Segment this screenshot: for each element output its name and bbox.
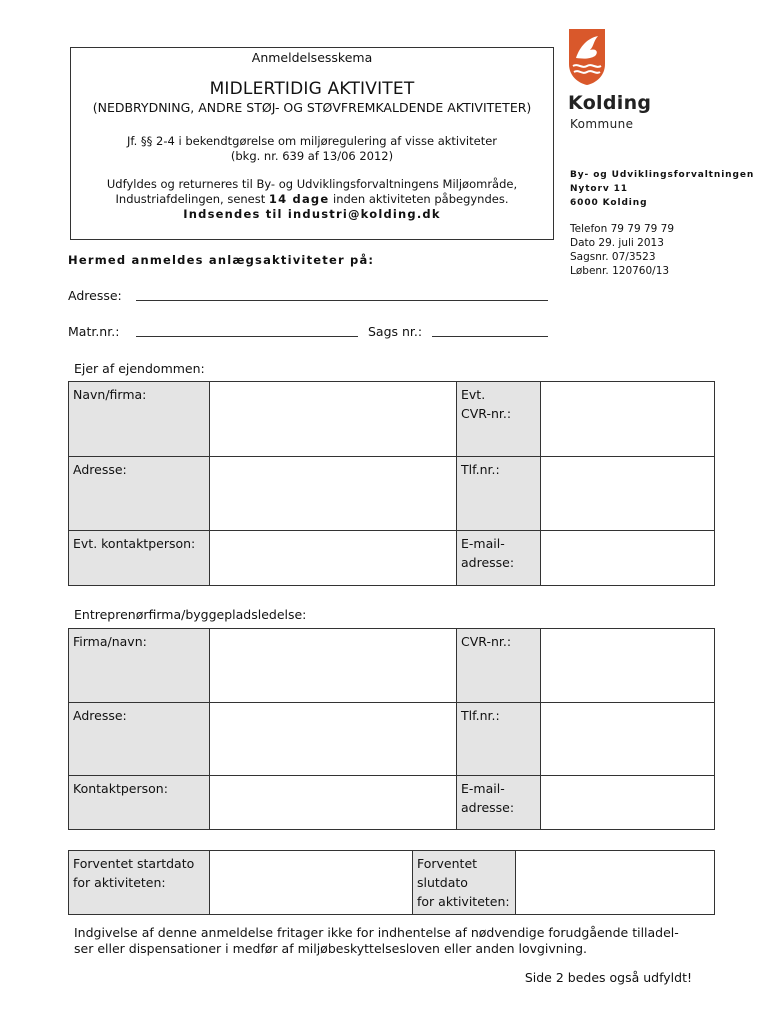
contractor-row-name: [69, 629, 715, 703]
owner-row-contact: [69, 531, 715, 586]
owner-phone-label: [457, 457, 541, 531]
form-type: Anmeldelsesskema: [251, 50, 373, 65]
owner-row-name: [69, 382, 715, 457]
contractor-email-field[interactable]: [541, 776, 715, 830]
end-date-label-l1: Forventet slutdato: [417, 856, 478, 890]
owner-row-address: [69, 457, 715, 531]
instruction-text-end: inden aktiviteten påbegyndes.: [329, 192, 509, 206]
matr-field[interactable]: [136, 336, 358, 337]
end-date-field[interactable]: [516, 851, 715, 915]
contractor-cvr-label-l1: CVR-nr.:: [461, 634, 512, 649]
owner-name-field[interactable]: [210, 382, 457, 457]
owner-contact-field[interactable]: [210, 531, 457, 586]
end-date-label-l2: for aktiviteten:: [417, 894, 510, 909]
owner-phone-label-l1: Tlf.nr.:: [461, 462, 500, 477]
serial-number: Løbenr. 120760/13: [570, 265, 670, 277]
owner-table: [68, 381, 715, 586]
owner-contact-label: Evt. kontaktperson:: [69, 531, 210, 586]
start-date-label-l2: for aktiviteten:: [73, 875, 166, 890]
department-name: By- og Udviklingsforvaltningen: [570, 170, 755, 180]
owner-email-label-l2: adresse:: [461, 555, 515, 570]
submit-email-line: Indsendes til industri@kolding.dk: [183, 207, 441, 221]
contractor-phone-field[interactable]: [541, 703, 715, 776]
contractor-address-field[interactable]: [210, 703, 457, 776]
owner-email-field[interactable]: [541, 531, 715, 586]
owner-cvr-field[interactable]: [541, 382, 715, 457]
dates-row: [69, 851, 715, 915]
address-field[interactable]: [136, 300, 548, 301]
contractor-email-label-l2: adresse:: [461, 800, 515, 815]
contractor-email-label-l1: E-mail-: [461, 781, 505, 796]
contractor-phone-label: [457, 703, 541, 776]
owner-name-label: Navn/firma:: [69, 382, 210, 457]
start-date-label-l1: Forventet startdato: [73, 856, 195, 871]
owner-phone-field[interactable]: [541, 457, 715, 531]
sags-field[interactable]: [432, 336, 548, 337]
form-subtitle: (NEDBRYDNING, ANDRE STØJ- OG STØVFREMKALDENDE AKTIVITETER): [92, 100, 532, 115]
contractor-row-address: [69, 703, 715, 776]
contractor-contact-field[interactable]: [210, 776, 457, 830]
address-label: Adresse:: [68, 288, 122, 303]
dates-table: [68, 850, 715, 915]
page-two-note: Side 2 bedes også udfyldt!: [524, 970, 692, 985]
contractor-name-label: Firma/navn:: [69, 629, 210, 703]
form-title: MIDLERTIDIG AKTIVITET: [209, 79, 415, 99]
phone-number: Telefon 79 79 79 79: [570, 223, 675, 235]
owner-cvr-label-l2: CVR-nr.:: [461, 406, 512, 421]
contractor-table: [68, 628, 715, 830]
owner-email-label-l1: E-mail-: [461, 536, 505, 551]
end-date-label: [413, 851, 516, 915]
instruction-text: Industriafdelingen, senest: [115, 192, 269, 206]
start-date-field[interactable]: [210, 851, 413, 915]
kolding-coat-of-arms-icon: [568, 28, 606, 86]
owner-heading: Ejer af ejendommen:: [74, 361, 205, 376]
regulation-reference-number: (bkg. nr. 639 af 13/06 2012): [230, 149, 394, 163]
matr-label: Matr.nr.:: [68, 324, 120, 339]
brand-subtitle: Kommune: [570, 117, 634, 131]
deadline-days: 14 dage: [268, 192, 330, 206]
department-city: 6000 Kolding: [570, 198, 648, 208]
document-date: Dato 29. juli 2013: [570, 237, 664, 249]
owner-address-label: Adresse:: [69, 457, 210, 531]
contractor-phone-label-l1: Tlf.nr.:: [461, 708, 500, 723]
contractor-email-label: [457, 776, 541, 830]
owner-address-field[interactable]: [210, 457, 457, 531]
header-box: [70, 47, 554, 240]
contractor-cvr-field[interactable]: [541, 629, 715, 703]
contractor-contact-label: Kontaktperson:: [69, 776, 210, 830]
contractor-name-field[interactable]: [210, 629, 457, 703]
disclaimer-line-2: ser eller dispensationer i medfør af miljøbeskyttelsesloven eller anden lovgivning.: [74, 941, 588, 956]
department-street: Nytorv 11: [570, 184, 628, 194]
contractor-address-label: Adresse:: [69, 703, 210, 776]
sags-label: Sags nr.:: [368, 324, 423, 339]
contractor-heading: Entreprenørfirma/byggepladsledelse:: [74, 607, 307, 622]
contractor-cvr-label: [457, 629, 541, 703]
instruction-line-2: [71, 192, 553, 206]
intro-heading: Hermed anmeldes anlægsaktiviteter på:: [68, 253, 375, 267]
owner-cvr-label: [457, 382, 541, 457]
disclaimer-line-1: Indgivelse af denne anmeldelse fritager ikke for indhentelse af nødvendige forudgående tilladel-: [74, 925, 679, 940]
instruction-line-1: Udfyldes og returneres til By- og Udviklingsforvaltningens Miljøområde,: [106, 177, 518, 191]
start-date-label: [69, 851, 210, 915]
contractor-row-contact: [69, 776, 715, 830]
brand-name: Kolding: [568, 92, 652, 114]
regulation-reference: Jf. §§ 2-4 i bekendtgørelse om miljøregulering af visse aktiviteter: [126, 134, 498, 148]
owner-cvr-label-l1: Evt.: [461, 387, 486, 402]
owner-email-label: [457, 531, 541, 586]
case-number: Sagsnr. 07/3523: [570, 251, 656, 263]
